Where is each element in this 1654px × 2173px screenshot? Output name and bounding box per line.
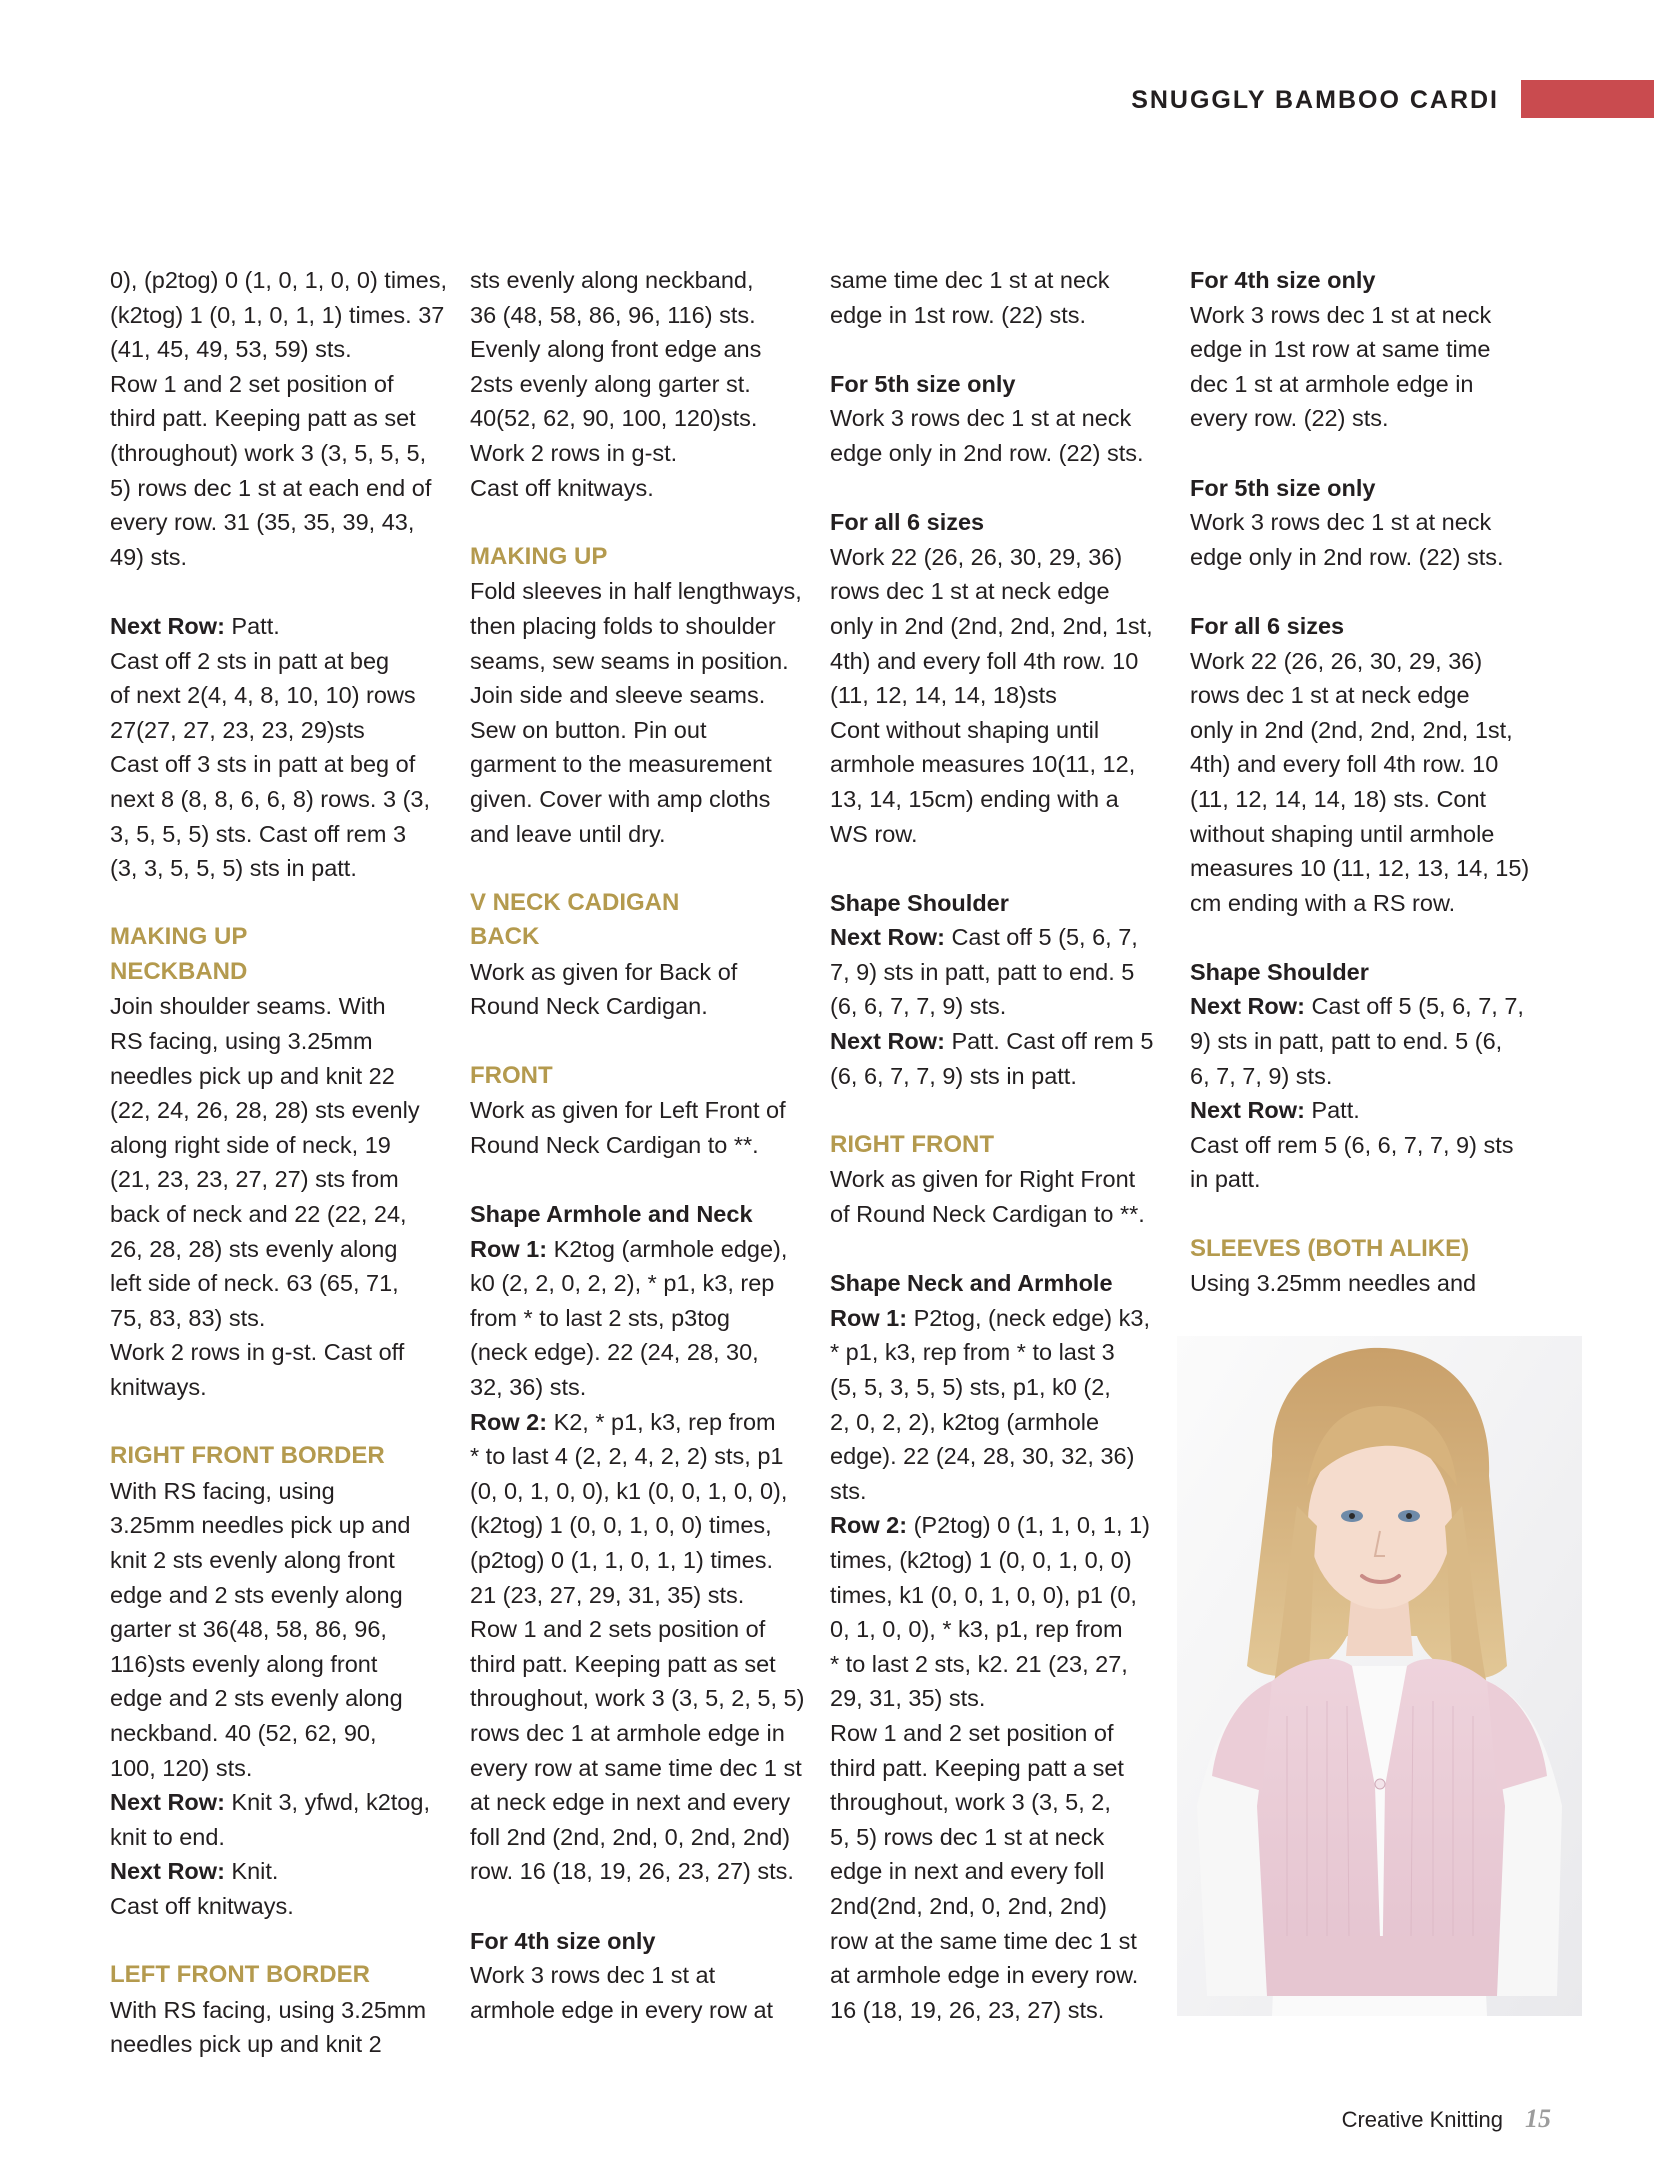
next-row-label: Next Row: [110,612,225,639]
section-heading-left-front-border: LEFT FRONT BORDER [110,1961,370,1989]
row-label: Row 2: [470,1408,548,1435]
paragraph: Work as given for Back of Round Neck Cardigan. [470,958,738,1020]
row-instruction [830,1024,1178,1093]
paragraph: Work as given for Left Front of Round Neck Cardigan to **. [470,1097,786,1158]
row-instruction [470,1232,818,1405]
paragraph: Fold sleeves in half lengthways, then placing folds to shoulder seams, sew seams in position. Join side and sleeve seams. Sew on button. Pin out garment to the measurement given. Cover with amp cloths and leave until dry. [470,578,802,847]
subheading-all-sizes: For all 6 sizes [830,509,985,536]
subheading-shape-armhole-neck: Shape Armhole and Neck [470,1201,753,1228]
section-heading-right-front-border: RIGHT FRONT BORDER [110,1442,385,1470]
instruction-text: Knit. [224,1858,279,1885]
subheading-5th-size: For 5th size only [1190,474,1376,501]
next-row-label: Next Row: [830,924,945,951]
row-instruction [470,1405,818,1889]
subheading-4th-size: For 4th size only [470,1927,656,1954]
section-heading-sleeves: SLEEVES (BOTH ALIKE) [1190,1234,1470,1262]
text-column-2 [470,263,818,2027]
paragraph: Cast off 2 sts in patt at beg of next 2(4, 4, 8, 10, 10) rows 27(27, 27, 23, 23, 29)sts Cast off 3 sts in patt at beg of next 8 (8, 8, 6, 6, 8) rows. 3 (3, 3, 5, 5, 5) sts. Cast off rem 3 (3, 3, 5, 5, 5) sts in patt. [110,647,431,882]
section-heading-right-front: RIGHT FRONT [830,1130,994,1158]
paragraph: same time dec 1 st at neck edge in 1st row. (22) sts. [830,267,1110,328]
subheading-5th-size: For 5th size only [830,370,1016,397]
paragraph: 0), (p2tog) 0 (1, 0, 1, 0, 0) times, (k2tog) 1 (0, 1, 0, 1, 1) times. 37 (41, 45, 49, 53, 59) sts. Row 1 and 2 set position of third patt. Keeping patt as set (throughout) work 3 (3, 5, 5, 5, 5) rows dec 1 st at each end of every row. 31 (35, 35, 39, 43, 49) sts. [110,267,447,570]
row-instruction [830,1301,1178,1509]
row-text: K2, * p1, k3, rep from * to last 4 (2, 2, 4, 2, 2) sts, p1 (0, 0, 1, 0, 0), k1 (0, 0, 1, 0, 0), (k2tog) 1 (0, 0, 1, 0, 0) times, (p2tog) 0 (1, 1, 0, 1, 1) times. 21 (23, 27, 29, 31, 35) sts. Row 1 and 2 sets position of third patt. Keeping patt as set throughout, work 3 (3, 5, 2, 5, 5) rows dec 1 at armhole edge in every row at same time dec 1 st at neck edge in next and every foll 2nd (2nd, 2nd, 0, 2nd, 2nd) row. 16 (18, 19, 26, 23, 27) sts. [470,1408,805,1885]
paragraph: Cast off rem 5 (6, 6, 7, 7, 9) sts in patt. [1190,1131,1514,1193]
instruction-line [110,609,458,644]
row-instruction [1190,989,1538,1093]
text-column-3 [830,263,1178,2027]
next-row-label: Next Row: [830,1028,945,1055]
section-heading-making-up: MAKING UP [110,923,248,951]
instruction-text: Knit 3, yfwd, k2tog, [224,1789,430,1816]
text-column-4 [1190,263,1538,1301]
subheading-all-sizes: For all 6 sizes [1190,612,1345,639]
subheading-4th-size: For 4th size only [1190,267,1376,293]
section-heading-back: BACK [470,923,540,951]
paragraph: Work as given for Right Front of Round Neck Cardigan to **. [830,1166,1145,1228]
instruction-line: Cast off knitways. [110,1892,294,1919]
subheading-shape-shoulder: Shape Shoulder [1190,958,1369,985]
row-text: Patt. [1304,1097,1360,1124]
product-photo [1177,1336,1582,2016]
page-footer [1342,2104,1551,2134]
paragraph: With RS facing, using 3.25mm needles pick up and knit 2 [110,1996,427,2058]
paragraph: sts evenly along neckband, 36 (48, 58, 86, 96, 116) sts. Evenly along front edge ans 2sts evenly along garter st. 40(52, 62, 90, 100, 120)sts. Work 2 rows in g-st. Cast off knitways. [470,267,762,501]
row-label: Row 1: [830,1304,908,1331]
row-text: P2tog, (neck edge) k3, * p1, k3, rep from * to last 3 (5, 5, 3, 5, 5) sts, p1, k0 (2, 2, 0, 2, 2), k2tog (armhole edge). 22 (24, 28, 30, 32, 36) sts. [830,1304,1151,1504]
paragraph: Work 3 rows dec 1 st at neck edge in 1st row at same time dec 1 st at armhole edge in every row. (22) sts. [1190,301,1492,432]
next-row-label: Next Row: [110,1858,225,1885]
header-accent-bar [1521,80,1654,118]
paragraph: Using 3.25mm needles and [1190,1270,1477,1297]
paragraph: Work 3 rows dec 1 st at armhole edge in every row at [470,1962,774,2023]
row-instruction [1190,1093,1538,1128]
row-text: Patt. Cast off rem 5 (6, 6, 7, 7, 9) sts in patt. [830,1028,1154,1089]
instruction-line [110,1854,458,1889]
section-heading-neckband: NECKBAND [110,957,248,985]
next-row-label: Next Row: [1190,993,1305,1020]
row-text: Cast off 5 (5, 6, 7, 7, 9) sts in patt, patt to end. 5 (6, 6, 7, 7, 9) sts. [830,924,1138,1020]
next-row-label: Next Row: [110,1789,225,1816]
page-number: 15 [1525,2104,1551,2133]
next-row-label: Next Row: [1190,1097,1305,1124]
instruction-line [110,1785,458,1820]
section-heading-front: FRONT [470,1061,553,1089]
paragraph: Join shoulder seams. With RS facing, using 3.25mm needles pick up and knit 22 (22, 24, 26, 28, 28) sts evenly along right side of neck, 19 (21, 23, 23, 27, 27) sts from back of neck and 22 (22, 24, 26, 28, 28) sts evenly along left side of neck. 63 (65, 71, 75, 83, 83) sts. Work 2 rows in g-st. Cast off knitways. [110,993,420,1400]
paragraph: Work 3 rows dec 1 st at neck edge only in 2nd row. (22) sts. [1190,509,1504,570]
row-label: Row 1: [470,1235,548,1262]
paragraph: Work 3 rows dec 1 st at neck edge only in 2nd row. (22) sts. [830,405,1144,466]
section-heading-making-up: MAKING UP [470,542,608,570]
text-column-1 [110,263,458,2062]
row-text: Cast off 5 (5, 6, 7, 7, 9) sts in patt, patt to end. 5 (6, 6, 7, 7, 9) sts. [1190,993,1524,1089]
subheading-shape-shoulder: Shape Shoulder [830,889,1009,916]
row-text: K2tog (armhole edge), k0 (2, 2, 0, 2, 2), * p1, k3, rep from * to last 2 sts, p3tog (neck edge). 22 (24, 28, 30, 32, 36) sts. [470,1235,788,1400]
paragraph: Work 22 (26, 26, 30, 29, 36) rows dec 1 st at neck edge only in 2nd (2nd, 2nd, 2nd, 1st, 4th) and every foll 4th row. 10 (11, 12, 14, 14, 18)sts Cont without shaping until armhole measures 10(11, 12, 13, 14, 15cm) ending with a WS row. [830,543,1153,847]
row-instruction [830,920,1178,1024]
girl-in-cardigan-illustration [1177,1336,1582,2016]
section-heading-v-neck: V NECK CADIGAN [470,888,680,916]
row-text: (P2tog) 0 (1, 1, 0, 1, 1) times, (k2tog) 1 (0, 0, 1, 0, 0) times, k1 (0, 0, 1, 0, 0), p1 (0, 0, 1, 0, 0), * k3, p1, rep from * to last 2 sts, k2. 21 (23, 27, 29, 31, 35) sts. Row 1 and 2 set position of third patt. Keeping patt a set throughout, work 3 (3, 5, 2, 5, 5) rows dec 1 st at neck edge in next and every foll 2nd(2nd, 2nd, 0, 2nd, 2nd) row at the same time dec 1 st at armhole edge in every row. 16 (18, 19, 26, 23, 27) sts. [830,1512,1150,2023]
row-label: Row 2: [830,1512,908,1539]
paragraph: With RS facing, using 3.25mm needles pick up and knit 2 sts evenly along front edge and 2 sts evenly along garter st 36(48, 58, 86, 96, 116)sts evenly along front edge and 2 sts evenly along neckband. 40 (52, 62, 90, 100, 120) sts. [110,1477,411,1781]
subheading-shape-neck-armhole: Shape Neck and Armhole [830,1270,1113,1297]
instruction-text: Patt. [224,612,280,639]
instruction-line: knit to end. [110,1823,225,1850]
row-instruction [830,1508,1178,2027]
paragraph: Work 22 (26, 26, 30, 29, 36) rows dec 1 st at neck edge only in 2nd (2nd, 2nd, 2nd, 1st, 4th) and every foll 4th row. 10 (11, 12, 14, 14, 18) sts. Cont without shaping until armhole measures 10 (11, 12, 13, 14, 15) cm ending with a RS row. [1190,647,1530,916]
header-title: SNUGGLY BAMBOO CARDI [1131,86,1499,114]
magazine-name: Creative Knitting [1341,2107,1503,2132]
